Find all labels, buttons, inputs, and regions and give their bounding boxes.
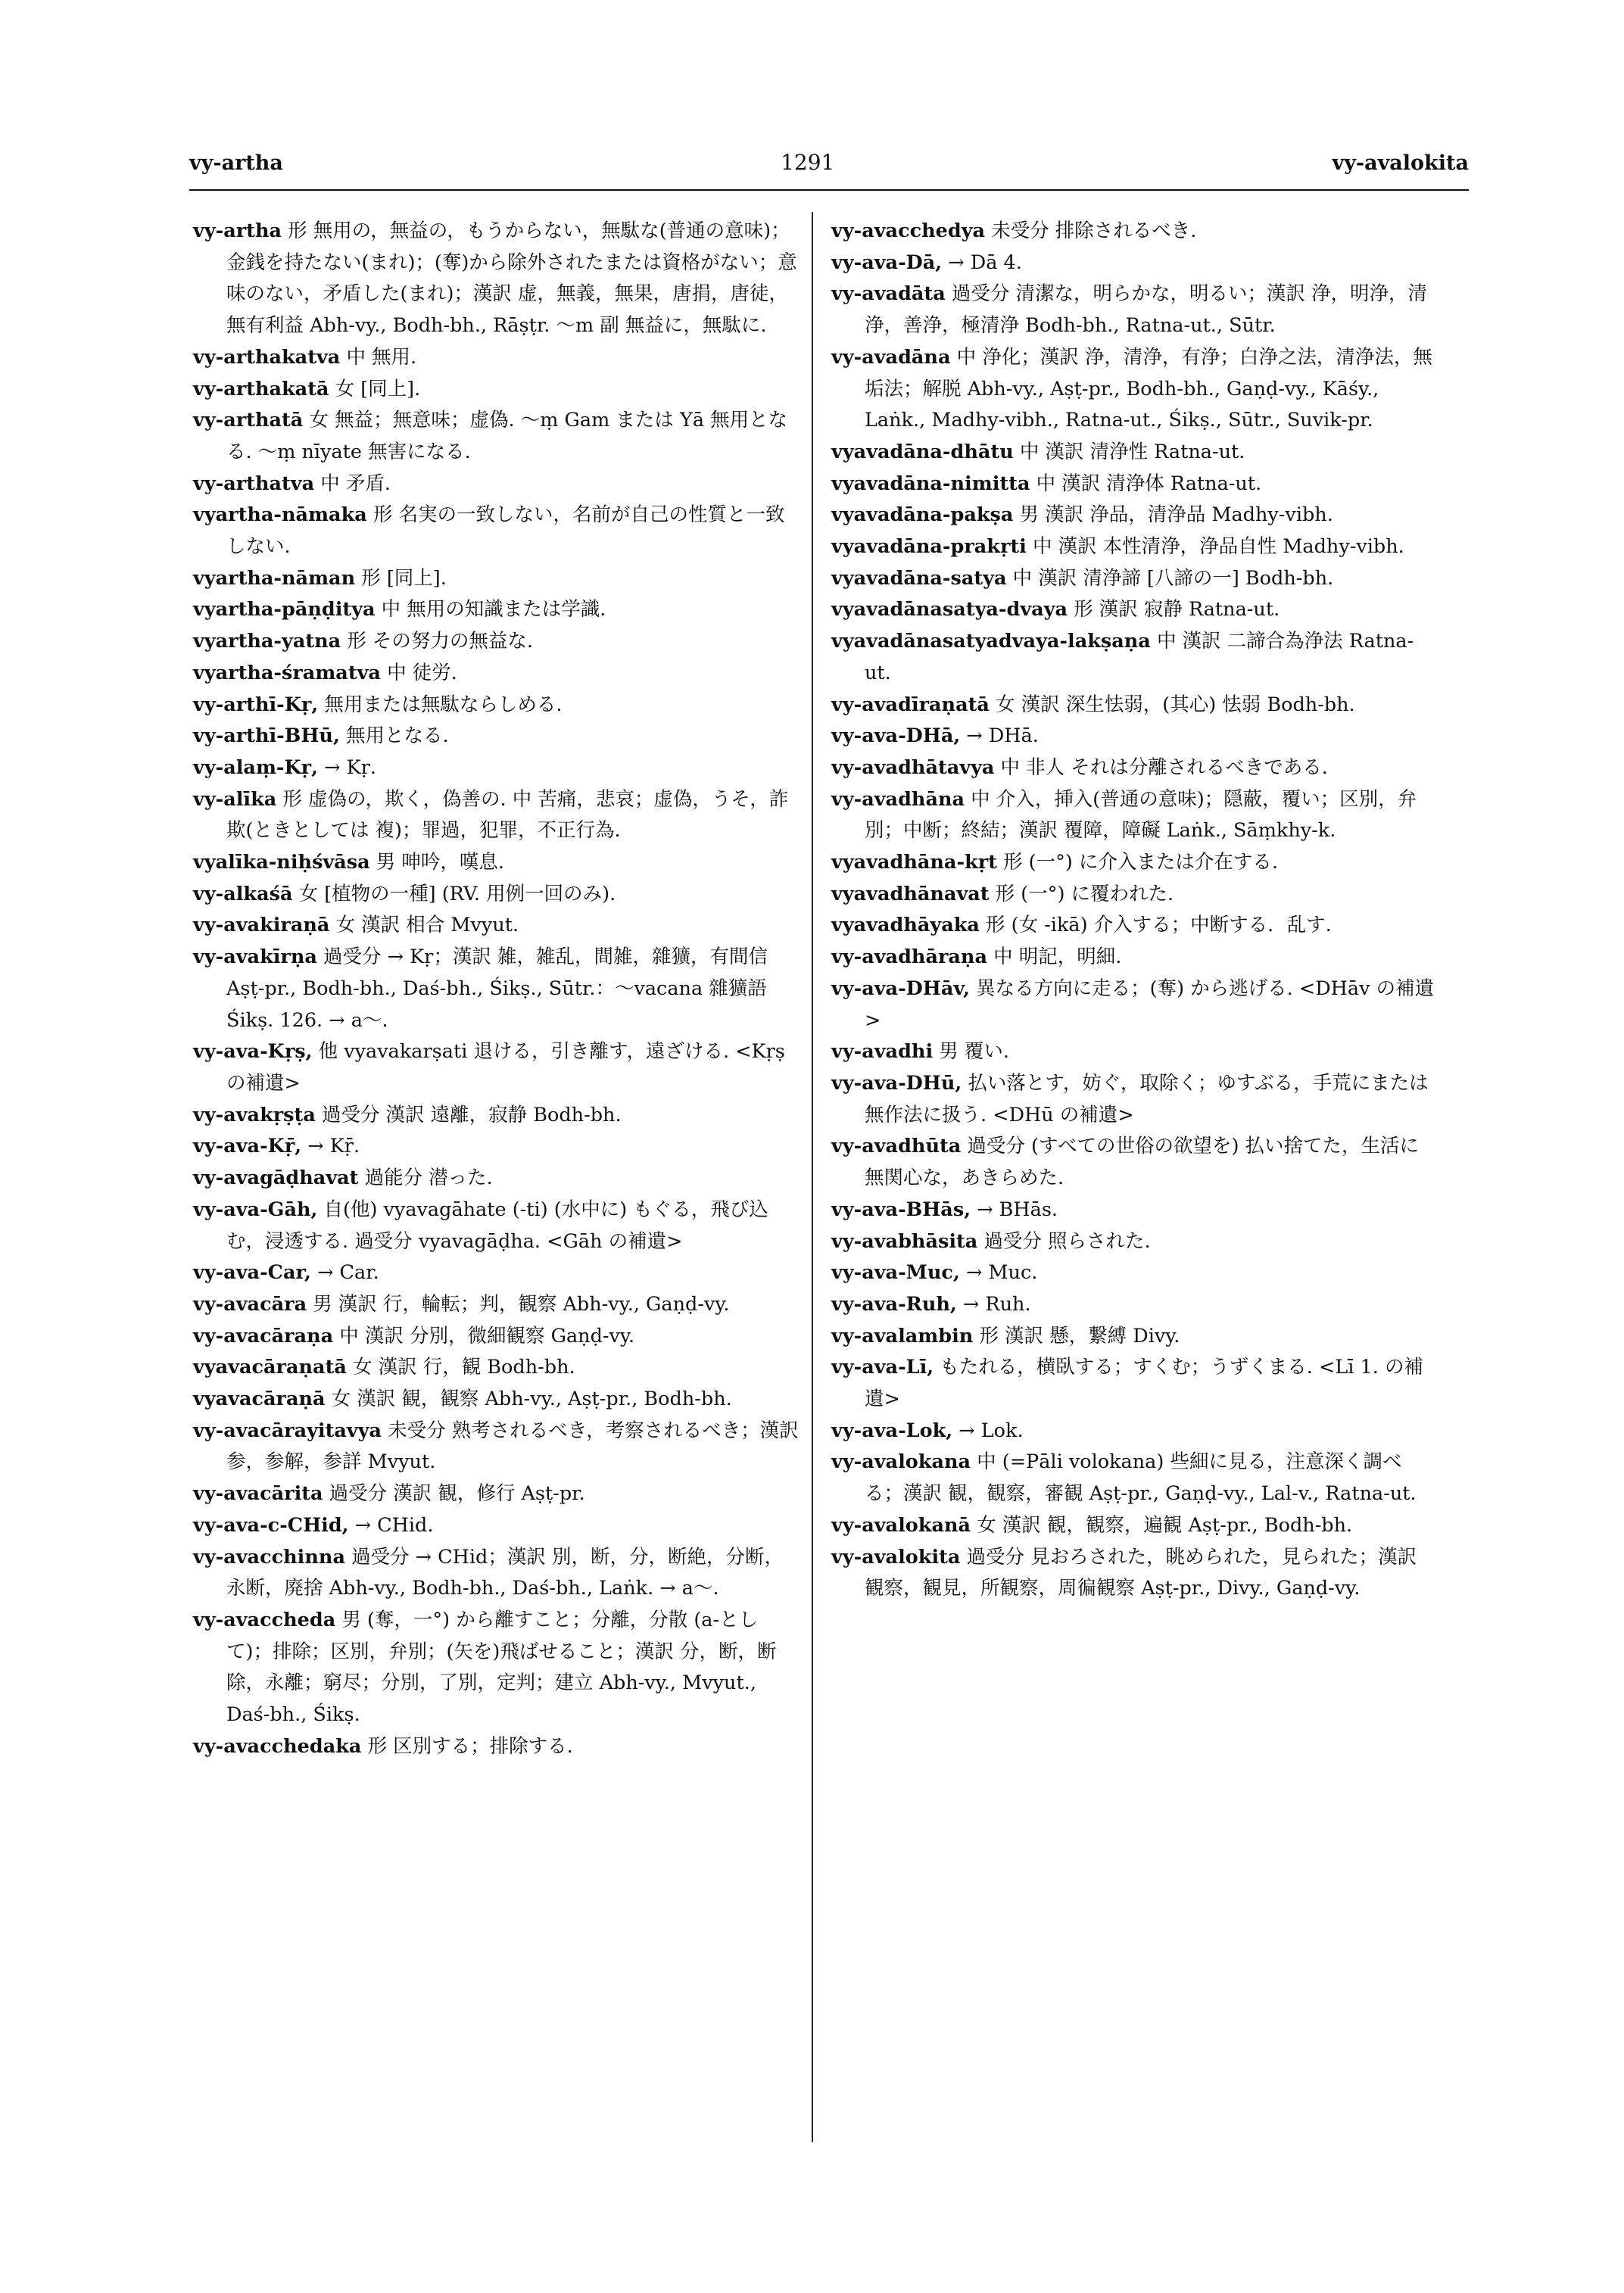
dictionary-entry — [193, 374, 799, 406]
entry-definition: 形 漢訳 寂静 Ratna-ut. — [1074, 598, 1280, 622]
entry-definition: 中 無用の知識または学識. — [381, 598, 606, 622]
dictionary-entry — [831, 279, 1437, 341]
entry-headword: vy-arthatā — [193, 409, 304, 432]
entry-definition: 男 呻吟，嘆息. — [376, 851, 504, 874]
entry-definition: → Lok. — [959, 1419, 1024, 1442]
entry-definition: 中 漢訳 二諦合為浄法 Ratna-ut. — [865, 630, 1414, 684]
entry-headword: vy-avakṛṣṭa — [193, 1103, 316, 1126]
entry-definition: 過受分 (すべての世俗の欲望を) 払い捨てた，生活に無関心な，あきらめた. — [865, 1135, 1420, 1190]
dictionary-entry — [193, 469, 799, 500]
dictionary-entry — [193, 594, 799, 626]
entry-definition: → Muc. — [965, 1261, 1038, 1285]
entry-headword: vy-artha — [193, 220, 282, 242]
entry-headword: vy-arthakatā — [193, 377, 329, 400]
entry-headword: vy-ava-DHāv, — [831, 977, 971, 1000]
dictionary-entry — [831, 1068, 1437, 1131]
entry-headword: vy-ava-Kṝ, — [193, 1135, 302, 1158]
entry-headword: vyartha-nāman — [193, 566, 356, 590]
entry-definition: 女 漢訳 深生怯弱，(其心) 怯弱 Bodh-bh. — [996, 693, 1355, 716]
entry-headword: vy-avadhātavya — [831, 756, 995, 779]
entry-headword: vy-alīka — [193, 787, 277, 811]
entry-headword: vy-avadhāna — [831, 787, 965, 811]
dictionary-entry — [831, 1416, 1437, 1447]
entry-headword: vy-avacchedaka — [193, 1734, 362, 1758]
entry-definition: 形 [同上]. — [361, 566, 447, 590]
entry-definition: → BHās. — [977, 1198, 1058, 1221]
entry-definition: 形 (一°) に覆われた. — [995, 882, 1174, 905]
dictionary-entry — [831, 879, 1437, 911]
entry-definition: 中 漢訳 分別，微細観察 Gaṇḍ-vy. — [339, 1324, 635, 1347]
entry-headword: vy-avakīrṇa — [193, 946, 317, 969]
entry-headword: vy-avacchedya — [831, 220, 986, 242]
dictionary-entry — [831, 847, 1437, 879]
entry-headword: vy-avadīraṇatā — [831, 693, 990, 716]
entry-definition: 自(他) vyavagāhate (-ti) (水中に) もぐる，飛び込む，浸透する. 過受分 vyavagāḍha. <Gāh の補遺> — [226, 1198, 768, 1253]
entry-headword: vy-ava-Lok, — [831, 1419, 953, 1442]
dictionary-entry — [193, 1478, 799, 1510]
entry-headword: vy-avabhāsita — [831, 1229, 978, 1253]
entry-definition: 女 漢訳 観，観察 Abh-vy., Aṣṭ-pr., Bodh-bh. — [331, 1388, 732, 1411]
entry-definition: もたれる，横臥する；すくむ；うずくまる. <Lī 1. の補遺> — [865, 1356, 1423, 1411]
entry-headword: vy-avagāḍhavat — [193, 1167, 359, 1190]
entry-headword: vyavacāraṇatā — [193, 1356, 347, 1379]
entry-headword: vyalīka-niḥśvāsa — [193, 851, 370, 874]
entry-headword: vy-ava-DHā, — [831, 724, 961, 748]
entry-definition: 無用となる. — [345, 724, 449, 748]
entry-headword: vy-avacchinna — [193, 1545, 345, 1569]
dictionary-entry — [831, 1352, 1437, 1415]
entry-definition: 女 [同上]. — [335, 377, 421, 400]
dictionary-entry — [193, 847, 799, 879]
entry-headword: vy-alaṃ-Kṛ, — [193, 756, 318, 779]
entry-headword: vy-avakiraṇā — [193, 914, 330, 937]
entry-headword: vy-avadhi — [831, 1040, 934, 1064]
entry-definition: 形 区別する；排除する. — [367, 1734, 573, 1758]
entry-definition: 払い落とす，妨ぐ，取除く；ゆすぶる，手荒にまたは無作法に扱う. <DHū の補遺> — [865, 1071, 1429, 1126]
entry-definition: 中 漢訳 清浄体 Ratna-ut. — [1036, 472, 1262, 495]
entry-definition: 過受分 見おろされた，眺められた，見られた；漢訳 観察，観見，所観察，周徧観察 Aṣṭ-pr., Divy., Gaṇḍ-vy. — [865, 1545, 1417, 1600]
dictionary-entry — [193, 1100, 799, 1132]
entry-definition: 形 漢訳 懸，繋縛 Divy. — [979, 1324, 1180, 1347]
page-number: 1291 — [781, 150, 835, 175]
entry-definition: 形 虚偽の，欺く，偽善の. 中 苦痛，悲哀；虚偽，うそ，詐欺(ときとしては 複)；罪過，犯罪，不正行為. — [226, 787, 789, 843]
entry-headword: vy-avalokana — [831, 1450, 971, 1474]
entry-definition: 中 (=Pāli volokana) 些細に見る，注意深く調べる；漢訳 観，観察，審観 Aṣṭ-pr., Gaṇḍ-vy., Lal-v., Ratna-ut. — [865, 1450, 1417, 1506]
entry-definition: 形 無用の，無益の，もうからない，無駄な(普通の意味)；金銭を持たない(まれ)；(奪)から除外されたまたは資格がない；意味のない，矛盾した(まれ)；漢訳 虚，無義，無果，唐捐，唐徒，無有利益 Abh-vy., Bodh-bh., Rāṣṭr. ～m 副 無益に，無駄に. — [226, 220, 797, 338]
dictionary-entry — [193, 1510, 799, 1542]
entry-definition: 中 介入，挿入(普通の意味)；隠蔽，覆い；区別，弁別；中断；終結；漢訳 覆障，障礙 Laṅk., Sāṃkhy-k. — [865, 787, 1417, 843]
dictionary-entry — [831, 1195, 1437, 1226]
guide-word-left: vy-artha — [189, 151, 283, 175]
entry-headword: vy-avalambin — [831, 1324, 974, 1347]
dictionary-entry — [193, 563, 799, 595]
dictionary-entry — [831, 910, 1437, 942]
entry-headword: vyavadhānavat — [831, 882, 990, 905]
dictionary-entry — [193, 1352, 799, 1384]
entry-headword: vy-arthakatva — [193, 345, 341, 369]
entry-headword: vyavadhāyaka — [831, 914, 980, 937]
dictionary-entry — [193, 405, 799, 468]
dictionary-entry — [831, 563, 1437, 595]
dictionary-entry — [831, 752, 1437, 784]
entry-headword: vy-avadhūta — [831, 1135, 962, 1158]
dictionary-entry — [193, 500, 799, 562]
entry-headword: vy-ava-Gāh, — [193, 1198, 318, 1221]
entry-headword: vy-ava-c-CHid, — [193, 1513, 349, 1537]
dictionary-entry — [831, 1131, 1437, 1194]
dictionary-entry — [193, 784, 799, 847]
entry-definition: 形 名実の一致しない，名前が自己の性質と一致しない. — [226, 503, 785, 559]
entry-headword: vyavacāraṇā — [193, 1388, 326, 1411]
dictionary-entry — [193, 879, 799, 911]
entry-definition: 過受分 → Kṛ；漢訳 雑，雑乱，間雑，雜獷，有間信 Aṣṭ-pr., Bodh-bh., Daś-bh., Śikṣ., Sūtr.：～vacana 雜獷語 Śikṣ. 126. → a～. — [226, 946, 768, 1032]
entry-headword: vy-ava-Dā, — [831, 251, 943, 274]
dictionary-entry — [831, 626, 1437, 689]
entry-headword: vyavadāna-nimitta — [831, 472, 1030, 495]
entry-definition: 男 漢訳 行，輪転；判，観察 Abh-vy., Gaṇḍ-vy. — [313, 1292, 730, 1316]
entry-definition: 中 無用. — [346, 345, 417, 369]
dictionary-entry — [831, 1447, 1437, 1509]
entry-headword: vyartha-nāmaka — [193, 503, 367, 527]
dictionary-entry — [193, 942, 799, 1036]
entry-definition: 女 漢訳 観，観察，遍観 Aṣṭ-pr., Bodh-bh. — [977, 1513, 1353, 1537]
dictionary-entry — [193, 1542, 799, 1605]
entry-headword: vyavadāna-prakṛti — [831, 535, 1027, 559]
entry-definition: 過受分 漢訳 遠離，寂静 Bodh-bh. — [321, 1103, 622, 1126]
dictionary-entry — [831, 1257, 1437, 1289]
dictionary-entry — [831, 216, 1437, 248]
dictionary-entry — [193, 1384, 799, 1416]
dictionary-entry — [193, 1605, 799, 1731]
entry-headword: vy-arthī-BHū, — [193, 724, 340, 748]
entry-headword: vy-ava-Ruh, — [831, 1292, 957, 1316]
entry-headword: vy-ava-Car, — [193, 1261, 311, 1285]
dictionary-entry — [831, 1510, 1437, 1542]
entry-definition: 中 徒労. — [387, 661, 457, 684]
entry-headword: vy-avadāta — [831, 282, 946, 306]
dictionary-entry — [831, 500, 1437, 531]
entry-definition: 過能分 潜った. — [364, 1167, 493, 1190]
entry-definition: 未受分 排除されるべき. — [991, 220, 1197, 242]
dictionary-entry — [831, 342, 1437, 437]
dictionary-entry — [831, 1542, 1437, 1605]
left-column — [193, 216, 799, 1762]
entry-headword: vy-avadāna — [831, 345, 951, 369]
entry-definition: 中 漢訳 清浄性 Ratna-ut. — [1019, 440, 1245, 463]
dictionary-entry — [193, 1289, 799, 1321]
entry-definition: 過受分 照らされた. — [983, 1229, 1151, 1253]
entry-headword: vyavadāna-dhātu — [831, 440, 1014, 463]
entry-definition: → Kṛ. — [324, 756, 376, 779]
entry-definition: 中 漢訳 本性清浄，浄品自性 Madhy-vibh. — [1032, 535, 1404, 559]
dictionary-entry — [831, 721, 1437, 752]
entry-definition: 異なる方向に走る；(奪) から逃げる. <DHāv の補遺> — [865, 977, 1435, 1032]
dictionary-entry — [831, 784, 1437, 847]
entry-definition: 形 その努力の無益な. — [347, 630, 534, 653]
guide-word-right: vy-avalokita — [1332, 151, 1469, 175]
dictionary-entry — [831, 1036, 1437, 1068]
entry-definition: 女 [植物の一種] (RV. 用例一回のみ). — [298, 882, 616, 905]
entry-definition: 形 (女 -ikā) 介入する；中断する．乱す. — [986, 914, 1332, 937]
dictionary-entry — [831, 469, 1437, 500]
entry-definition: 過受分 清潔な，明らかな，明るい；漢訳 浄，明浄，清浄，善浄，極清浄 Bodh-bh., Ratna-ut., Sūtr. — [865, 282, 1428, 338]
entry-headword: vy-ava-Kṛṣ, — [193, 1040, 313, 1064]
entry-definition: 中 矛盾. — [320, 472, 391, 495]
entry-headword: vy-ava-Muc, — [831, 1261, 960, 1285]
entry-definition: 未受分 熟考されるべき，考察されるべき；漢訳 参，参解，参詳 Mvyut. — [226, 1419, 799, 1474]
entry-headword: vy-arthatva — [193, 472, 315, 495]
entry-definition: 他 vyavakarṣati 退ける，引き離す，遠ざける. <Kṛṣ の補遺> — [226, 1040, 785, 1095]
entry-definition: 過受分 → CHid；漢訳 別，断，分，断絶，分断，永断，廃捨 Abh-vy., Bodh-bh., Daś-bh., Laṅk. → a～. — [226, 1545, 784, 1600]
entry-headword: vy-avalokita — [831, 1545, 961, 1569]
entry-headword: vy-avacāraṇa — [193, 1324, 334, 1347]
entry-definition: 中 非人 それは分離されるべきである. — [1000, 756, 1328, 779]
dictionary-entry — [831, 1321, 1437, 1353]
dictionary-entry — [831, 1226, 1437, 1258]
dictionary-entry — [193, 658, 799, 690]
dictionary-entry — [193, 1163, 799, 1195]
dictionary-entry — [831, 437, 1437, 469]
entry-headword: vy-avalokanā — [831, 1513, 971, 1537]
entry-definition: 男 漢訳 浄品，清浄品 Madhy-vibh. — [1019, 503, 1333, 527]
entry-definition: 過受分 漢訳 観，修行 Aṣṭ-pr. — [329, 1482, 585, 1506]
dictionary-entry — [193, 1195, 799, 1257]
entry-definition: 中 浄化；漢訳 浄，清浄，有浄；白浄之法，清浄法，無垢法；解脱 Abh-vy., Aṣṭ-pr., Bodh-bh., Gaṇḍ-vy., Kāśy., Laṅk., Madhy-vibh., Ratna-ut., Śikṣ., Sūtr., Suvik-pr. — [865, 345, 1432, 432]
right-column — [831, 216, 1437, 1605]
entry-headword: vy-ava-DHū, — [831, 1071, 962, 1095]
entry-headword: vy-avacāra — [193, 1292, 307, 1316]
entry-headword: vy-ava-BHās, — [831, 1198, 971, 1221]
dictionary-entry — [193, 690, 799, 721]
entry-definition: → Dā 4. — [948, 251, 1022, 274]
entry-definition: 女 漢訳 相合 Mvyut. — [335, 914, 519, 937]
entry-definition: → CHid. — [354, 1513, 434, 1537]
dictionary-entry — [831, 690, 1437, 721]
entry-headword: vy-avadhāraṇa — [831, 946, 987, 969]
running-header — [189, 150, 1469, 188]
entry-definition: → DHā. — [966, 724, 1039, 748]
entry-headword: vyavadāna-satya — [831, 566, 1007, 590]
dictionary-entry — [831, 531, 1437, 563]
entry-definition: → Ruh. — [962, 1292, 1031, 1316]
dictionary-entry — [193, 1731, 799, 1763]
entry-headword: vy-avaccheda — [193, 1608, 336, 1631]
dictionary-entry — [193, 1036, 799, 1099]
dictionary-entry — [831, 974, 1437, 1036]
entry-definition: 男 覆い. — [939, 1040, 1009, 1064]
entry-headword: vy-ava-Lī, — [831, 1356, 934, 1379]
entry-headword: vyavadānasatyadvaya-lakṣaṇa — [831, 630, 1151, 653]
entry-headword: vyartha-śramatva — [193, 661, 381, 684]
entry-definition: → Kṝ. — [307, 1135, 360, 1158]
entry-headword: vyavadhāna-kṛt — [831, 851, 997, 874]
entry-definition: 無用または無駄ならしめる. — [324, 693, 563, 716]
entry-definition: 形 (一°) に介入または介在する. — [1003, 851, 1278, 874]
entry-headword: vyartha-pāṇḍitya — [193, 598, 376, 622]
dictionary-entry — [193, 910, 799, 942]
entry-headword: vy-avacārayitavya — [193, 1419, 382, 1442]
dictionary-entry — [831, 594, 1437, 626]
dictionary-entry — [193, 216, 799, 342]
dictionary-entry — [193, 1257, 799, 1289]
entry-definition: → Car. — [317, 1261, 379, 1285]
entry-headword: vyavadāna-pakṣa — [831, 503, 1014, 527]
entry-definition: 男 (奪，一°) から離すこと；分離，分散 (a-として)；排除；区別，弁別；(矢を)飛ばせること；漢訳 分，断，断除，永離；窮尽；分別，了別，定判；建立 Abh-vy., Mvyut., Daś-bh., Śikṣ. — [226, 1608, 777, 1727]
dictionary-entry — [831, 1289, 1437, 1321]
entry-headword: vyartha-yatna — [193, 630, 341, 653]
dictionary-entry — [193, 342, 799, 374]
entry-headword: vy-arthī-Kṛ, — [193, 693, 319, 716]
entry-headword: vy-alkaśā — [193, 882, 293, 905]
entry-headword: vy-avacārita — [193, 1482, 323, 1506]
entry-definition: 中 明記，明細. — [993, 946, 1122, 969]
dictionary-entry — [831, 248, 1437, 279]
dictionary-entry — [193, 1131, 799, 1163]
column-divider — [812, 212, 813, 2142]
header-rule — [189, 189, 1469, 191]
dictionary-entry — [193, 721, 799, 752]
dictionary-entry — [193, 1416, 799, 1478]
dictionary-entry — [193, 626, 799, 658]
entry-definition: 女 漢訳 行，観 Bodh-bh. — [352, 1356, 575, 1379]
entry-definition: 中 漢訳 清浄諦 [八諦の一] Bodh-bh. — [1012, 566, 1334, 590]
entry-headword: vyavadānasatya-dvaya — [831, 598, 1068, 622]
dictionary-entry — [193, 752, 799, 784]
dictionary-entry — [193, 1321, 799, 1353]
entry-definition: 女 無益；無意味；虚偽. ～ṃ Gam または Yā 無用となる. ～ṃ nīyate 無害になる. — [226, 409, 788, 463]
dictionary-entry — [831, 942, 1437, 974]
